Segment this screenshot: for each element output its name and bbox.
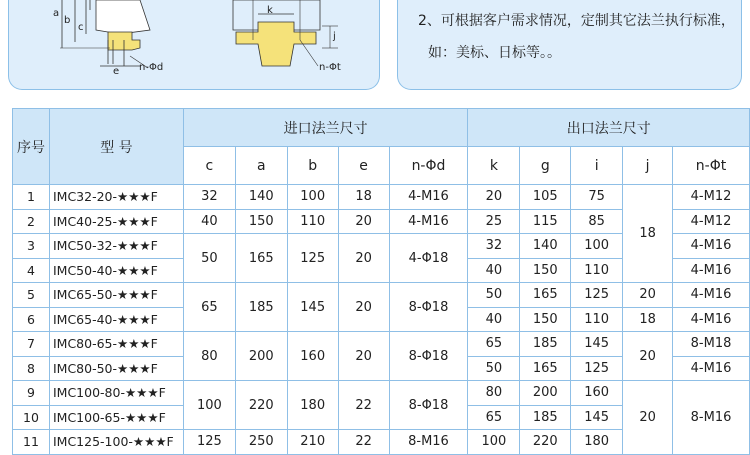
cell-i: 75 xyxy=(571,185,623,210)
cell-k: 50 xyxy=(468,356,520,381)
dim-label-e: e xyxy=(113,66,120,77)
cell-nd: 4-M16 xyxy=(389,209,468,234)
cell-model: IMC32-20-★★★F xyxy=(49,185,183,210)
header-col-k: k xyxy=(468,147,520,185)
cell-model: IMC65-50-★★★F xyxy=(49,283,183,308)
cell-e: 18 xyxy=(338,185,389,210)
cell-i: 145 xyxy=(571,332,623,357)
header-col-i: i xyxy=(571,147,623,185)
cell-seq: 9 xyxy=(13,381,50,406)
cell-model: IMC80-65-★★★F xyxy=(49,332,183,357)
header-inlet-flange: 进口法兰尺寸 xyxy=(183,109,467,147)
cell-e: 20 xyxy=(338,209,389,234)
cell-e: 20 xyxy=(338,234,389,283)
cell-seq: 5 xyxy=(13,283,50,308)
cell-nt: 8-M18 xyxy=(673,332,750,357)
cell-model: IMC100-65-★★★F xyxy=(49,405,183,430)
cell-c: 50 xyxy=(183,234,235,283)
cell-j: 18 xyxy=(623,185,673,283)
cell-g: 220 xyxy=(520,430,571,455)
header-col-a: a xyxy=(235,147,287,185)
cell-nt: 8-M16 xyxy=(673,381,750,455)
cell-b: 145 xyxy=(287,283,338,332)
cell-c: 80 xyxy=(183,332,235,381)
table-row xyxy=(13,283,750,308)
cell-model: IMC50-32-★★★F xyxy=(49,234,183,259)
cell-nt: 4-M12 xyxy=(673,209,750,234)
cell-b: 110 xyxy=(287,209,338,234)
cell-c: 125 xyxy=(183,430,235,455)
cell-nd: 4-M16 xyxy=(389,185,468,210)
header-col-c: c xyxy=(183,147,235,185)
cell-nd: 4-Φ18 xyxy=(389,234,468,283)
cell-nt: 4-M16 xyxy=(673,356,750,381)
cell-g: 140 xyxy=(520,234,571,259)
cell-i: 125 xyxy=(571,283,623,308)
cell-b: 180 xyxy=(287,381,338,430)
cell-i: 125 xyxy=(571,356,623,381)
note-line-1: 2、可根据客户需求情况，定制其它法兰执行标准， xyxy=(418,13,735,29)
cell-model: IMC65-40-★★★F xyxy=(49,307,183,332)
header-col-j: j xyxy=(623,147,673,185)
cell-model: IMC125-100-★★★F xyxy=(49,430,183,455)
cell-k: 32 xyxy=(468,234,520,259)
header-model: 型 号 xyxy=(49,109,183,185)
cell-seq: 2 xyxy=(13,209,50,234)
header-col-g: g xyxy=(520,147,571,185)
cell-e: 22 xyxy=(338,430,389,455)
cell-j: 20 xyxy=(623,283,673,308)
table-row xyxy=(13,185,750,210)
dim-label-b: b xyxy=(64,15,71,26)
cell-g: 185 xyxy=(520,332,571,357)
header-col-e: e xyxy=(338,147,389,185)
cell-a: 250 xyxy=(235,430,287,455)
cell-a: 200 xyxy=(235,332,287,381)
cell-k: 65 xyxy=(468,332,520,357)
cell-nt: 4-M16 xyxy=(673,307,750,332)
dim-label-j: j xyxy=(333,31,336,42)
dim-label-n-d: n-Φd xyxy=(139,62,164,73)
cell-k: 80 xyxy=(468,381,520,406)
cell-nt: 4-M16 xyxy=(673,283,750,308)
header-outlet-flange: 出口法兰尺寸 xyxy=(468,109,750,147)
cell-b: 100 xyxy=(287,185,338,210)
cell-seq: 7 xyxy=(13,332,50,357)
cell-seq: 11 xyxy=(13,430,50,455)
cell-i: 110 xyxy=(571,307,623,332)
cell-e: 20 xyxy=(338,283,389,332)
cell-i: 160 xyxy=(571,381,623,406)
dim-label-a: a xyxy=(53,8,60,19)
dim-label-n-t: n-Φt xyxy=(319,62,341,73)
cell-k: 100 xyxy=(468,430,520,455)
cell-c: 32 xyxy=(183,185,235,210)
cell-g: 115 xyxy=(520,209,571,234)
cell-c: 100 xyxy=(183,381,235,430)
cell-nt: 4-M12 xyxy=(673,185,750,210)
cell-g: 105 xyxy=(520,185,571,210)
cell-a: 185 xyxy=(235,283,287,332)
cell-a: 140 xyxy=(235,185,287,210)
cell-j: 20 xyxy=(623,332,673,381)
cell-a: 165 xyxy=(235,234,287,283)
cell-i: 110 xyxy=(571,258,623,283)
cell-model: IMC80-50-★★★F xyxy=(49,356,183,381)
cell-nt: 4-M16 xyxy=(673,234,750,259)
cell-nd: 8-M16 xyxy=(389,430,468,455)
cell-k: 25 xyxy=(468,209,520,234)
cell-j: 20 xyxy=(623,381,673,455)
cell-g: 185 xyxy=(520,405,571,430)
dim-label-k: k xyxy=(267,5,273,16)
table-row xyxy=(13,332,750,357)
cell-j: 18 xyxy=(623,307,673,332)
cell-g: 150 xyxy=(520,258,571,283)
dim-label-c: c xyxy=(78,22,84,33)
cell-i: 100 xyxy=(571,234,623,259)
cell-g: 200 xyxy=(520,381,571,406)
cell-c: 40 xyxy=(183,209,235,234)
cell-e: 20 xyxy=(338,332,389,381)
cell-b: 160 xyxy=(287,332,338,381)
cell-g: 165 xyxy=(520,283,571,308)
header-col-nt: n-Φt xyxy=(673,147,750,185)
cell-seq: 6 xyxy=(13,307,50,332)
header-col-nd: n-Φd xyxy=(389,147,468,185)
table-row xyxy=(13,381,750,406)
cell-i: 145 xyxy=(571,405,623,430)
cell-nt: 4-M16 xyxy=(673,258,750,283)
cell-a: 150 xyxy=(235,209,287,234)
cell-nd: 8-Φ18 xyxy=(389,332,468,381)
cell-nd: 8-Φ18 xyxy=(389,381,468,430)
note-line-2: 如：美标、日标等。。 xyxy=(428,45,561,61)
cell-model: IMC40-25-★★★F xyxy=(49,209,183,234)
cell-c: 65 xyxy=(183,283,235,332)
cell-g: 150 xyxy=(520,307,571,332)
cell-b: 210 xyxy=(287,430,338,455)
cell-k: 65 xyxy=(468,405,520,430)
cell-k: 20 xyxy=(468,185,520,210)
cell-k: 40 xyxy=(468,307,520,332)
cell-seq: 1 xyxy=(13,185,50,210)
header-col-b: b xyxy=(287,147,338,185)
header-seq: 序号 xyxy=(13,109,50,185)
cell-seq: 10 xyxy=(13,405,50,430)
cell-e: 22 xyxy=(338,381,389,430)
cell-b: 125 xyxy=(287,234,338,283)
cell-seq: 8 xyxy=(13,356,50,381)
cell-nd: 8-Φ18 xyxy=(389,283,468,332)
cell-model: IMC100-80-★★★F xyxy=(49,381,183,406)
cell-seq: 3 xyxy=(13,234,50,259)
flange-spec-table xyxy=(12,108,750,455)
cell-k: 40 xyxy=(468,258,520,283)
cell-k: 50 xyxy=(468,283,520,308)
cell-g: 165 xyxy=(520,356,571,381)
cell-i: 85 xyxy=(571,209,623,234)
cell-model: IMC50-40-★★★F xyxy=(49,258,183,283)
cell-i: 180 xyxy=(571,430,623,455)
cell-a: 220 xyxy=(235,381,287,430)
cell-seq: 4 xyxy=(13,258,50,283)
